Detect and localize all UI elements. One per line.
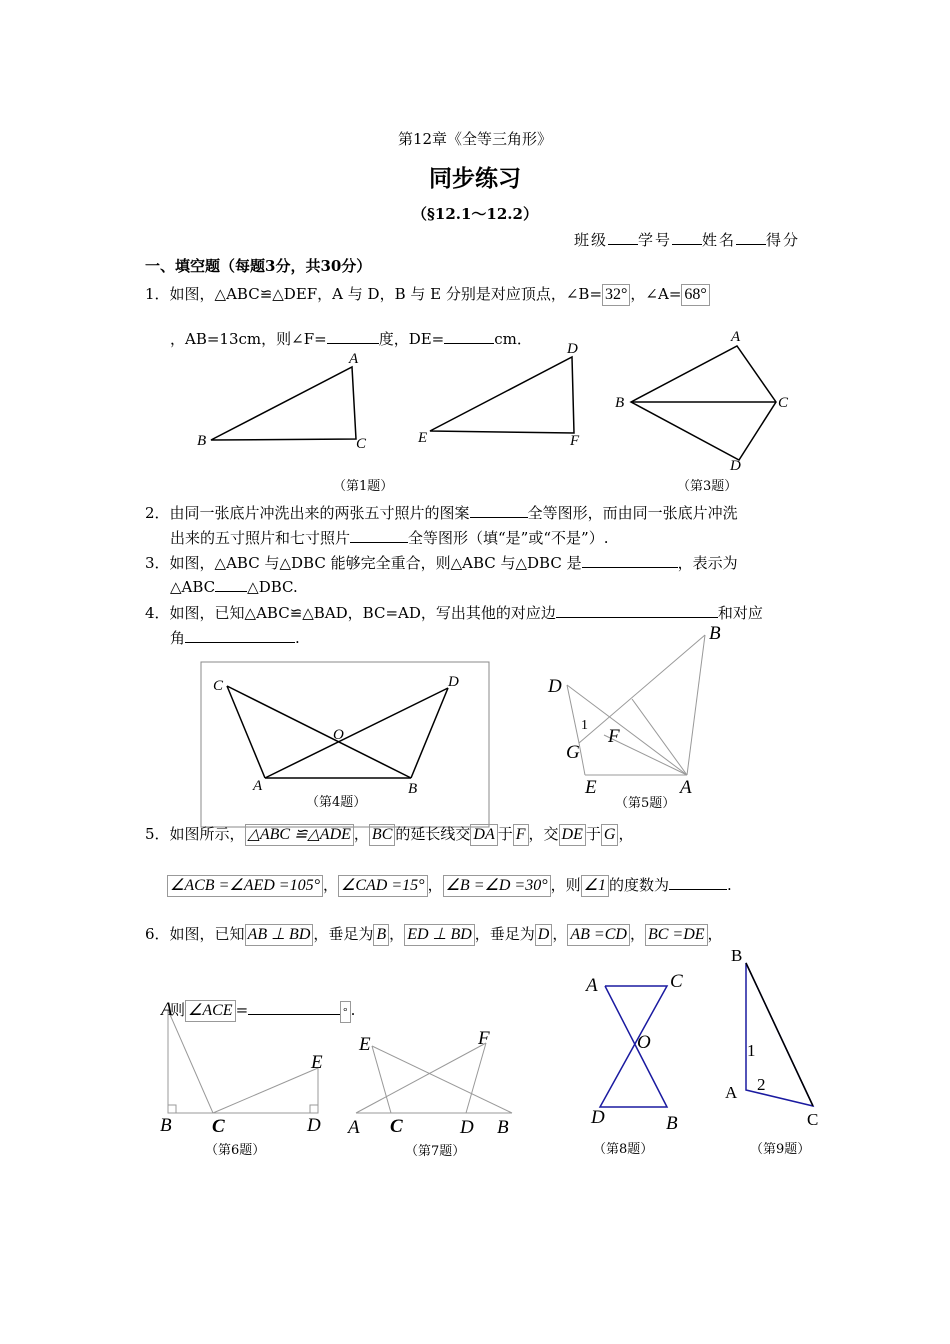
answer-blank[interactable]: [470, 503, 528, 518]
section-heading: 一、填空题（每题3分，共30分）: [145, 257, 372, 275]
figure-4-5: [0, 615, 950, 815]
question-number: 3．: [145, 554, 170, 572]
label-e: E: [418, 430, 428, 446]
question-text: 全等图形（填“是”或“不是”）.: [408, 529, 609, 547]
question-number: 5．: [145, 825, 170, 843]
label-f: F: [570, 433, 580, 449]
math-box: DE: [559, 824, 586, 846]
question-text: ，: [629, 925, 645, 943]
triangle-abc: [211, 367, 356, 440]
question-2-line2: [170, 527, 608, 548]
question-number: 6．: [145, 925, 170, 943]
angle-b-box: 32°: [602, 284, 630, 306]
question-text: 角: [170, 629, 186, 647]
question-text: △DBC.: [247, 578, 298, 596]
question-5-line1: [145, 822, 633, 846]
figure-1-3: [0, 330, 950, 500]
caption-figure-8: （第8题）: [593, 1142, 654, 1157]
label-a: A: [348, 1117, 360, 1138]
question-text: ，垂足为: [474, 925, 535, 943]
name-label: 姓名: [702, 231, 737, 249]
math-box: ED ⊥ BD: [404, 924, 475, 946]
math-box: ∠1: [581, 875, 609, 897]
math-box: AB ⊥ BD: [245, 924, 314, 946]
question-text: 如图所示，: [169, 825, 245, 843]
question-text: ，: [552, 925, 568, 943]
math-box: D: [535, 924, 553, 946]
question-text: 则: [170, 1001, 186, 1019]
label-a: A: [725, 1083, 738, 1102]
answer-blank[interactable]: [215, 577, 247, 592]
label-c: C: [778, 395, 789, 411]
label-b: B: [160, 1115, 172, 1136]
math-box: △ABC ≌△ADE: [245, 824, 354, 846]
label-g: G: [566, 742, 580, 763]
label-a: A: [161, 999, 173, 1020]
question-text: 出来的五寸照片和七寸照片: [170, 529, 351, 547]
label-c: C: [390, 1116, 403, 1137]
question-text: 于: [585, 825, 601, 843]
question-text: 的延长线交: [395, 825, 471, 843]
question-6-line1: [145, 922, 723, 946]
label-angle-1: 1: [581, 718, 588, 733]
question-text: ，垂足为: [313, 925, 374, 943]
question-2-line1: [145, 502, 738, 523]
class-label: 班级: [574, 231, 609, 249]
label-o: O: [637, 1032, 651, 1053]
question-text: △ABC: [170, 578, 216, 596]
label-o: O: [333, 727, 344, 743]
label-a: A: [586, 975, 598, 996]
score-label: 得分: [766, 231, 801, 249]
question-text: 如图，△ABC 与△DBC 能够完全重合，则△ABC 与△DBC 是: [169, 554, 582, 572]
label-c: C: [213, 678, 224, 694]
question-text: .: [295, 629, 300, 647]
degree-box: °: [340, 1001, 350, 1023]
triangle-def: [430, 357, 574, 433]
math-box: ∠ACE: [185, 1000, 236, 1022]
question-text: =: [235, 1001, 249, 1019]
label-b: B: [731, 946, 743, 965]
question-text: ，: [427, 876, 443, 894]
question-text: .: [726, 876, 732, 894]
student-info: [574, 229, 800, 250]
label-f: F: [478, 1028, 490, 1049]
quadrilateral-abcd: [631, 346, 776, 460]
label-a: A: [349, 351, 359, 367]
label-angle-1: 1: [747, 1041, 756, 1060]
question-text: ，: [618, 825, 634, 843]
question-number: 1．: [145, 285, 170, 303]
question-text: ，: [707, 925, 723, 943]
label-b: B: [709, 623, 721, 644]
label-d: D: [567, 341, 578, 357]
question-3-line2: [170, 577, 298, 596]
caption-figure-9: （第9题）: [750, 1142, 811, 1157]
label-b: B: [197, 433, 207, 449]
question-text: 于: [497, 825, 513, 843]
math-box: B: [373, 924, 389, 946]
class-blank[interactable]: [608, 230, 638, 245]
page-title: 同步练习: [429, 165, 521, 192]
label-a: A: [731, 329, 741, 345]
math-box: ∠ACB =∠AED =105°: [167, 875, 323, 897]
question-text: ，交: [528, 825, 559, 843]
question-text: ，: [323, 876, 339, 894]
question-text: ，∠A=: [630, 285, 682, 303]
question-text: ，: [389, 925, 405, 943]
caption-figure-7: （第7题）: [405, 1144, 466, 1159]
label-b: B: [615, 395, 625, 411]
label-b: B: [497, 1117, 509, 1138]
question-text: ，则: [550, 876, 581, 894]
question-text: ，: [353, 825, 369, 843]
question-text: 如图，已知: [169, 925, 245, 943]
angle-a-box: 68°: [681, 284, 709, 306]
question-text: 如图，△ABC≌△DEF，A 与 D，B 与 E 分别是对应顶点，∠B=: [169, 285, 603, 303]
label-e: E: [359, 1034, 371, 1055]
math-box: G: [601, 824, 619, 846]
question-text: 的度数为: [608, 876, 669, 894]
label-d: D: [307, 1115, 321, 1136]
figure-6-9: [0, 946, 950, 1160]
math-box: ∠CAD =15°: [338, 875, 428, 897]
question-1-line1: [145, 282, 710, 306]
question-text: .: [350, 1001, 356, 1019]
caption-figure-1: （第1题）: [333, 479, 394, 494]
label-c: C: [212, 1116, 225, 1137]
question-number: 4．: [145, 604, 170, 622]
question-text: 度，DE=: [378, 330, 445, 348]
caption-figure-3: （第3题）: [677, 479, 738, 494]
math-box: F: [513, 824, 529, 846]
label-d: D: [460, 1117, 474, 1138]
answer-blank[interactable]: [669, 875, 727, 890]
label-b: B: [408, 781, 418, 797]
math-box: BC: [369, 824, 395, 846]
number-label: 学号: [638, 231, 673, 249]
question-3-line1: [145, 552, 738, 573]
label-e: E: [311, 1052, 323, 1073]
number-blank[interactable]: [672, 230, 702, 245]
label-e: E: [585, 777, 597, 798]
label-d: D: [448, 674, 459, 690]
label-a: A: [253, 778, 263, 794]
question-text: 全等图形，而由同一张底片冲洗: [527, 504, 738, 522]
math-box: AB =CD: [567, 924, 630, 946]
question-number: 2．: [145, 504, 170, 522]
label-f: F: [608, 726, 620, 747]
section-range: （§12.1～12.2）: [412, 205, 538, 223]
math-box: BC =DE: [645, 924, 708, 946]
label-d: D: [591, 1107, 605, 1128]
math-box: DA: [470, 824, 497, 846]
question-text: 和对应: [717, 604, 763, 622]
label-b: B: [666, 1113, 678, 1134]
question-text: 由同一张底片冲洗出来的两张五寸照片的图案: [169, 504, 470, 522]
caption-figure-4: （第4题）: [306, 795, 367, 810]
name-blank[interactable]: [736, 230, 766, 245]
label-c: C: [356, 436, 367, 452]
question-text: cm．: [494, 330, 532, 348]
label-c: C: [670, 971, 683, 992]
question-text: 如图，已知△ABC≌△BAD，BC=AD，写出其他的对应边: [169, 604, 556, 622]
answer-blank[interactable]: [350, 528, 408, 543]
question-text: ，AB=13cm，则∠F=: [170, 330, 327, 348]
chapter-title: 第12章《全等三角形》: [397, 130, 553, 148]
label-c: C: [807, 1110, 819, 1129]
label-a: A: [680, 777, 692, 798]
math-box: ∠B =∠D =30°: [443, 875, 551, 897]
question-text: ，表示为: [677, 554, 738, 572]
question-5-line2: [167, 873, 732, 897]
answer-blank[interactable]: [582, 553, 678, 568]
label-d: D: [548, 676, 562, 697]
label-d: D: [730, 458, 741, 474]
caption-figure-6: （第6题）: [205, 1143, 266, 1158]
caption-figure-5: （第5题）: [615, 796, 676, 811]
label-angle-2: 2: [757, 1075, 766, 1094]
